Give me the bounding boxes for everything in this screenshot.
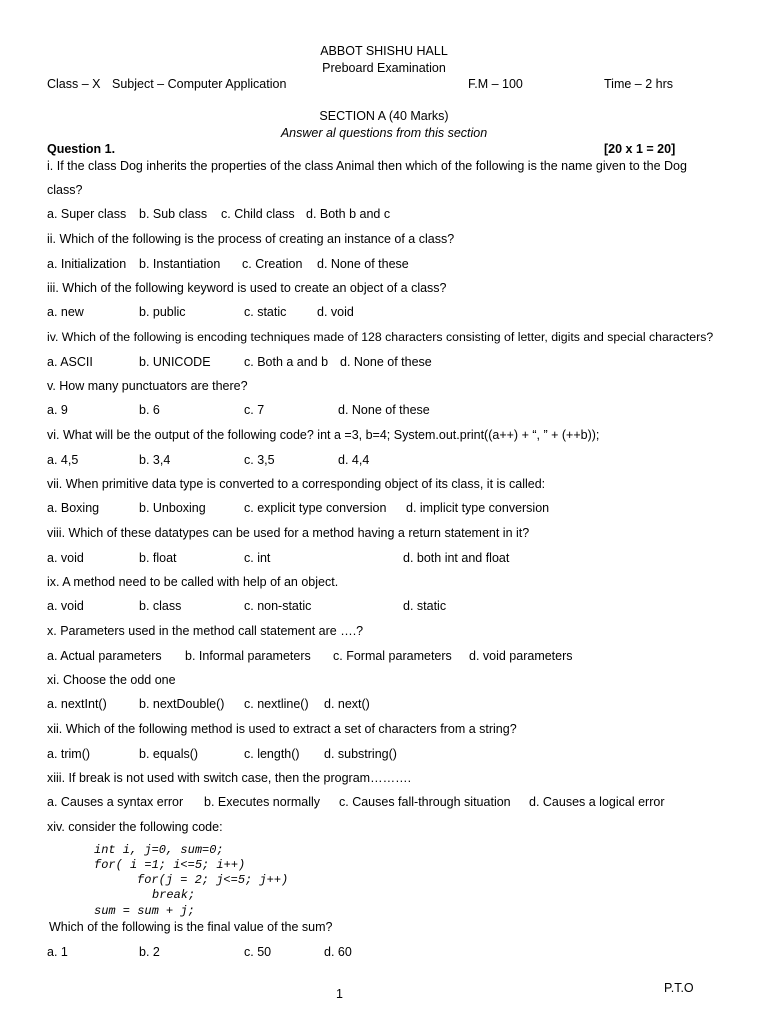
option-d: d. 60: [324, 945, 352, 959]
question-xiv-sub: Which of the following is the final value of the sum?: [49, 920, 333, 934]
option-c: c. explicit type conversion: [244, 501, 387, 515]
option-d: d. 4,4: [338, 453, 370, 467]
option-c: c. Both a and b: [244, 355, 329, 369]
option-a: a. Super class: [47, 207, 127, 221]
option-b: b. 3,4: [139, 453, 171, 467]
subject-label: Subject – Computer Application: [112, 77, 287, 91]
question-vii: vii. When primitive data type is converted to a corresponding object of its class, it is called:: [47, 477, 546, 491]
full-marks: F.M – 100: [468, 77, 523, 91]
option-c: c. Formal parameters: [333, 649, 452, 663]
option-b: b. Sub class: [139, 207, 208, 221]
option-b: b. UNICODE: [139, 355, 211, 369]
option-c: c. static: [244, 305, 287, 319]
option-c: c. 7: [244, 403, 265, 417]
option-d: d. next(): [324, 697, 370, 711]
option-d: d. Causes a logical error: [529, 795, 665, 809]
option-c: c. 50: [244, 945, 272, 959]
code-line: for(j = 2; j<=5; j++): [137, 873, 289, 887]
time-allowed: Time – 2 hrs: [604, 77, 674, 91]
question-v: v. How many punctuators are there?: [47, 379, 248, 393]
section-title: SECTION A (40 Marks): [319, 109, 449, 123]
question-xiii: xiii. If break is not used with switch case, then the program……….: [47, 771, 412, 785]
page-number: 1: [336, 987, 343, 1001]
option-c: c. 3,5: [244, 453, 275, 467]
option-a: a. 1: [47, 945, 68, 959]
question-vi: vi. What will be the output of the following code? int a =3, b=4; System.out.print((a++) + “, ” + (++b));: [47, 428, 600, 442]
pto-label: P.T.O: [664, 981, 694, 995]
option-a: a. Actual parameters: [47, 649, 162, 663]
option-b: b. Instantiation: [139, 257, 221, 271]
option-d: d. None of these: [340, 355, 432, 369]
option-b: b. 6: [139, 403, 160, 417]
option-b: b. Informal parameters: [185, 649, 311, 663]
option-d: d. substring(): [324, 747, 397, 761]
question-viii: viii. Which of these datatypes can be used for a method having a return statement in it?: [47, 526, 530, 540]
option-d: d. None of these: [338, 403, 430, 417]
option-d: d. implicit type conversion: [406, 501, 550, 515]
exam-title: Preboard Examination: [322, 61, 446, 75]
option-b: b. Unboxing: [139, 501, 206, 515]
question-label: Question 1.: [47, 142, 116, 156]
question-marks: [20 x 1 = 20]: [604, 142, 676, 156]
class-label: Class – X: [47, 77, 101, 91]
question-x: x. Parameters used in the method call statement are ….?: [47, 624, 364, 638]
option-d: d. None of these: [317, 257, 409, 271]
question-iv: iv. Which of the following is encoding techniques made of 128 characters consisting of letter, digits and special characters?: [47, 330, 714, 344]
option-d: d. static: [403, 599, 447, 613]
option-b: b. class: [139, 599, 182, 613]
option-b: b. Executes normally: [204, 795, 321, 809]
question-iii: iii. Which of the following keyword is used to create an object of a class?: [47, 281, 447, 295]
option-a: a. ASCII: [47, 355, 93, 369]
question-i-cont: class?: [47, 183, 83, 197]
option-b: b. public: [139, 305, 186, 319]
option-c: c. Child class: [221, 207, 295, 221]
option-c: c. nextline(): [244, 697, 309, 711]
option-b: b. 2: [139, 945, 160, 959]
option-c: c. Causes fall-through situation: [339, 795, 511, 809]
question-xiv: xiv. consider the following code:: [47, 820, 223, 834]
option-b: b. nextDouble(): [139, 697, 225, 711]
option-d: d. void parameters: [469, 649, 573, 663]
option-a: a. void: [47, 599, 84, 613]
code-line: for( i =1; i<=5; i++): [94, 858, 246, 872]
school-name: ABBOT SHISHU HALL: [320, 44, 448, 58]
option-d: d. void: [317, 305, 354, 319]
question-xi: xi. Choose the odd one: [47, 673, 176, 687]
option-b: b. equals(): [139, 747, 199, 761]
code-line: int i, j=0, sum=0;: [94, 843, 224, 857]
option-c: c. Creation: [242, 257, 303, 271]
question-xii: xii. Which of the following method is used to extract a set of characters from a string?: [47, 722, 517, 736]
option-c: c. length(): [244, 747, 300, 761]
option-c: c. non-static: [244, 599, 312, 613]
code-line: sum = sum + j;: [94, 904, 195, 918]
option-a: a. void: [47, 551, 84, 565]
option-a: a. new: [47, 305, 84, 319]
option-d: d. both int and float: [403, 551, 510, 565]
option-a: a. Initialization: [47, 257, 127, 271]
option-a: a. trim(): [47, 747, 91, 761]
option-a: a. Causes a syntax error: [47, 795, 184, 809]
option-d: d. Both b and c: [306, 207, 391, 221]
question-ix: ix. A method need to be called with help of an object.: [47, 575, 339, 589]
option-a: a. Boxing: [47, 501, 100, 515]
section-instruction: Answer al questions from this section: [280, 126, 488, 140]
code-line: break;: [152, 888, 196, 902]
option-a: a. nextInt(): [47, 697, 107, 711]
question-i: i. If the class Dog inherits the properties of the class Animal then which of the following is the name given to the Dog: [47, 159, 687, 173]
option-a: a. 9: [47, 403, 68, 417]
option-b: b. float: [139, 551, 177, 565]
question-ii: ii. Which of the following is the process of creating an instance of a class?: [47, 232, 455, 246]
option-c: c. int: [244, 551, 271, 565]
option-a: a. 4,5: [47, 453, 79, 467]
